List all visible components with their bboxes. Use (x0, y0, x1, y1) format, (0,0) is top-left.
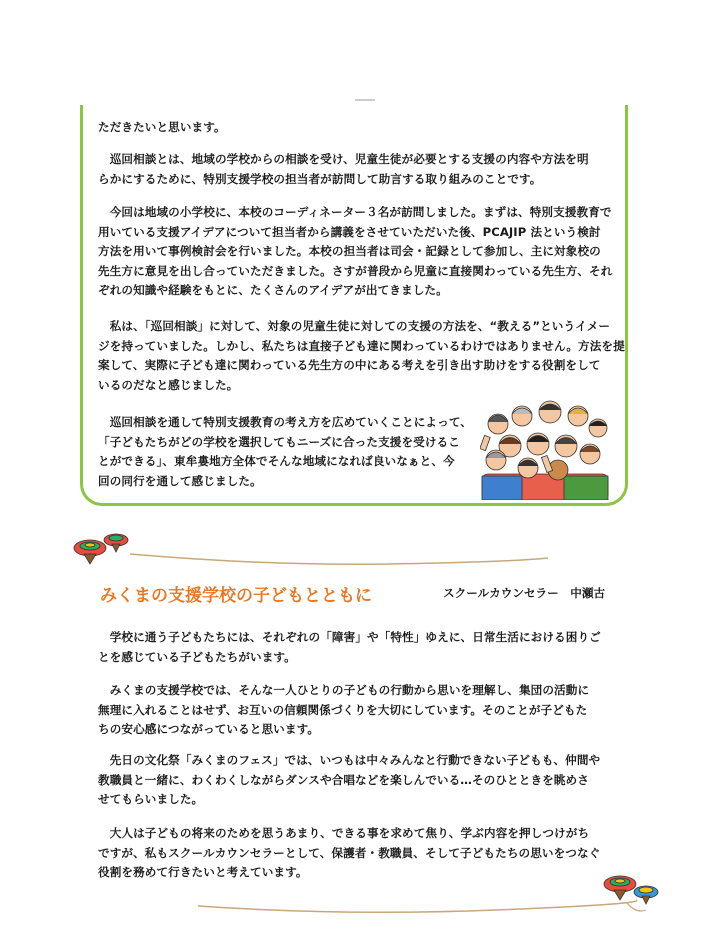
section-title: みくまの支援学校の子どもとともに (100, 586, 372, 606)
box-paragraph-1: ただきたいと思います。 (98, 120, 226, 134)
box-paragraph-2: 巡回相談とは、地域の学校からの相談を受け、児童生徒が必要とする支援の内容や方法を明 らかにするために、特別支援学校の担当者が訪問して助言する取り組みのことです。 (98, 152, 589, 186)
bottom-rope-divider (196, 862, 666, 922)
box-paragraph-4: 私は、「巡回相談」に対して、対象の児童生徒に対しての支援の方法を、“教える”というイメー ジを持っていました。しかし、私たちは直接子ども達に関わっているわけではありません。方法を提 案して、実際に子ども達に関わっている先生方の中にある考えを引き出す助けをする役割をして いるのだなと感じました。 (98, 319, 625, 392)
spinning-top-icon (74, 540, 106, 564)
section-author: スクールカウンセラー 中瀬古 (443, 586, 606, 600)
spinning-top-icon (604, 876, 636, 900)
section-paragraph-2: みくまの支援学校では、そんな一人ひとりの子どもの行動から思いを理解し、集団の活動に 無理に入れることはせず、お互いの信頼関係づくりを大切にしています。そのことが子どもた ちの安心感につながっていると思います。 (98, 683, 590, 736)
top-decoration-lines (355, 98, 375, 104)
top-rope-divider (70, 526, 550, 572)
section-paragraph-4: 大人は子どもの将来のためを思うあまり、できる事を求めて焦り、学ぶ内容を押しつけがち ですが、私もスクールカウンセラーとして、保護者・教職員、そして子どもたちの思いをつなぐ 役割を務めて行きたいと考えています。 (98, 826, 601, 879)
box-paragraph-5: 巡回相談を通して特別支援教育の考え方を広めていくことによって、 「子どもたちがどの学校を選択してもニーズに合った支援を受けるこ とができる」、東牟婁地方全体でそんな地域になれば良いなぁと、今 回の同行を通して感じました。 (98, 415, 472, 488)
cheering-crowd-illustration (480, 396, 610, 500)
section-paragraph-3: 先日の文化祭「みくまのフェス」では、いつもは中々みんなと行動できない子どもも、仲間や 教職員と一緒に、わくわくしながらダンスや合唱などを楽しんでいる…そのひとときを眺めさ せてもらいました。 (98, 753, 601, 806)
section-paragraph-1: 学校に通う子どもたちには、それぞれの「障害」や「特性」ゆえに、日常生活における困りご とを感じている子どもたちがいます。 (98, 630, 601, 664)
box-paragraph-3: 今回は地域の小学校に、本校のコーディネーター３名が訪問しました。まずは、特別支援教育で 用いている支援アイデアについて担当者から講義をさせていただいた後、PCAJIP 法という検討 方法を用いて事例検討会を行いました。本校の担当者は司会・記録として参加し、主に対象校の 先生方に意見を出し合っていただきました。さすが普段から児童に直接関わっている先生方、それ ぞれの知識や経験をもとに、たくさんのアイデアが出てきました。 (98, 205, 613, 297)
